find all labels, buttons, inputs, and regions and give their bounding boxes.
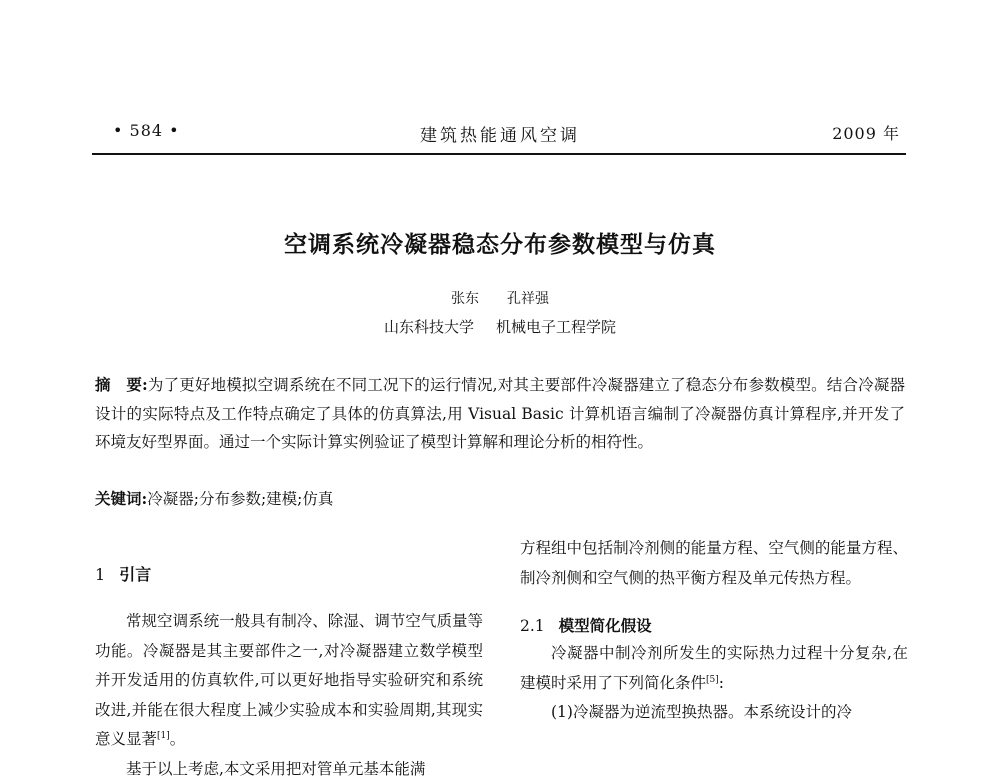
section-title: 引言 <box>119 565 151 584</box>
affiliation <box>0 316 1000 337</box>
keywords-label: 关键词: <box>95 489 147 508</box>
paragraph-text: 冷凝器中制冷剂所发生的实际热力过程十分复杂,在建模时采用了下列简化条件 <box>520 644 908 692</box>
authors <box>0 288 1000 308</box>
header-rule <box>92 153 906 155</box>
header-page-number: • 584 • <box>113 121 180 140</box>
body-paragraph <box>95 607 483 755</box>
abstract-text: 为了更好地模拟空调系统在不同工况下的运行情况,对其主要部件冷凝器建立了稳态分布参数模型。结合冷凝器设计的实际特点及工作特点确定了具体的仿真算法,用 Visual Basic 计算机语言编制了冷凝器仿真计算程序,并开发了环境友好型界面。通过一个实际计算实例验证了模型计算解和理论分析的相符性。 <box>95 376 905 451</box>
author-name: 张东 <box>451 291 479 307</box>
keywords-text: 冷凝器;分布参数;建模;仿真 <box>147 490 333 508</box>
left-column <box>95 562 483 784</box>
abstract-label: 摘 要: <box>95 375 148 394</box>
header-year: 2009 年 <box>832 121 900 144</box>
section-heading <box>95 562 483 588</box>
keywords <box>95 485 905 513</box>
paper-title: 空调系统冷凝器稳态分布参数模型与仿真 <box>0 226 1000 259</box>
subsection-number: 2.1 <box>520 617 545 635</box>
body-paragraph: 基于以上考虑,本文采用把对管单元基本能满 <box>95 755 483 784</box>
citation-ref: [5] <box>706 674 719 684</box>
paragraph-text: 常规空调系统一般具有制冷、除湿、调节空气质量等功能。冷凝器是其主要部件之一,对冷凝器建立数学模型并开发适用的仿真软件,可以更好地指导实验研究和系统改进,并能在很大程度上减少实验成本和实验周期,其现实意义显著 <box>95 612 483 748</box>
paragraph-end: : <box>719 674 724 692</box>
continued-paragraph: 方程组中包括制冷剂侧的能量方程、空气侧的能量方程、制冷剂侧和空气侧的热平衡方程及单元传热方程。 <box>520 534 908 593</box>
body-paragraph <box>520 639 908 698</box>
citation-ref: [1] <box>157 731 170 741</box>
header-journal-name: 建筑热能通风空调 <box>0 121 1000 146</box>
abstract <box>95 371 905 457</box>
affiliation-university: 山东科技大学 <box>384 318 474 336</box>
subsection-title: 模型简化假设 <box>559 616 652 635</box>
right-column <box>520 534 908 728</box>
section-number: 1 <box>95 565 105 584</box>
list-item: (1)冷凝器为逆流型换热器。本系统设计的冷 <box>520 698 908 728</box>
paragraph-end: 。 <box>170 730 186 748</box>
affiliation-college: 机械电子工程学院 <box>496 318 616 336</box>
author-name: 孔祥强 <box>507 291 549 307</box>
subsection-heading <box>520 613 908 639</box>
